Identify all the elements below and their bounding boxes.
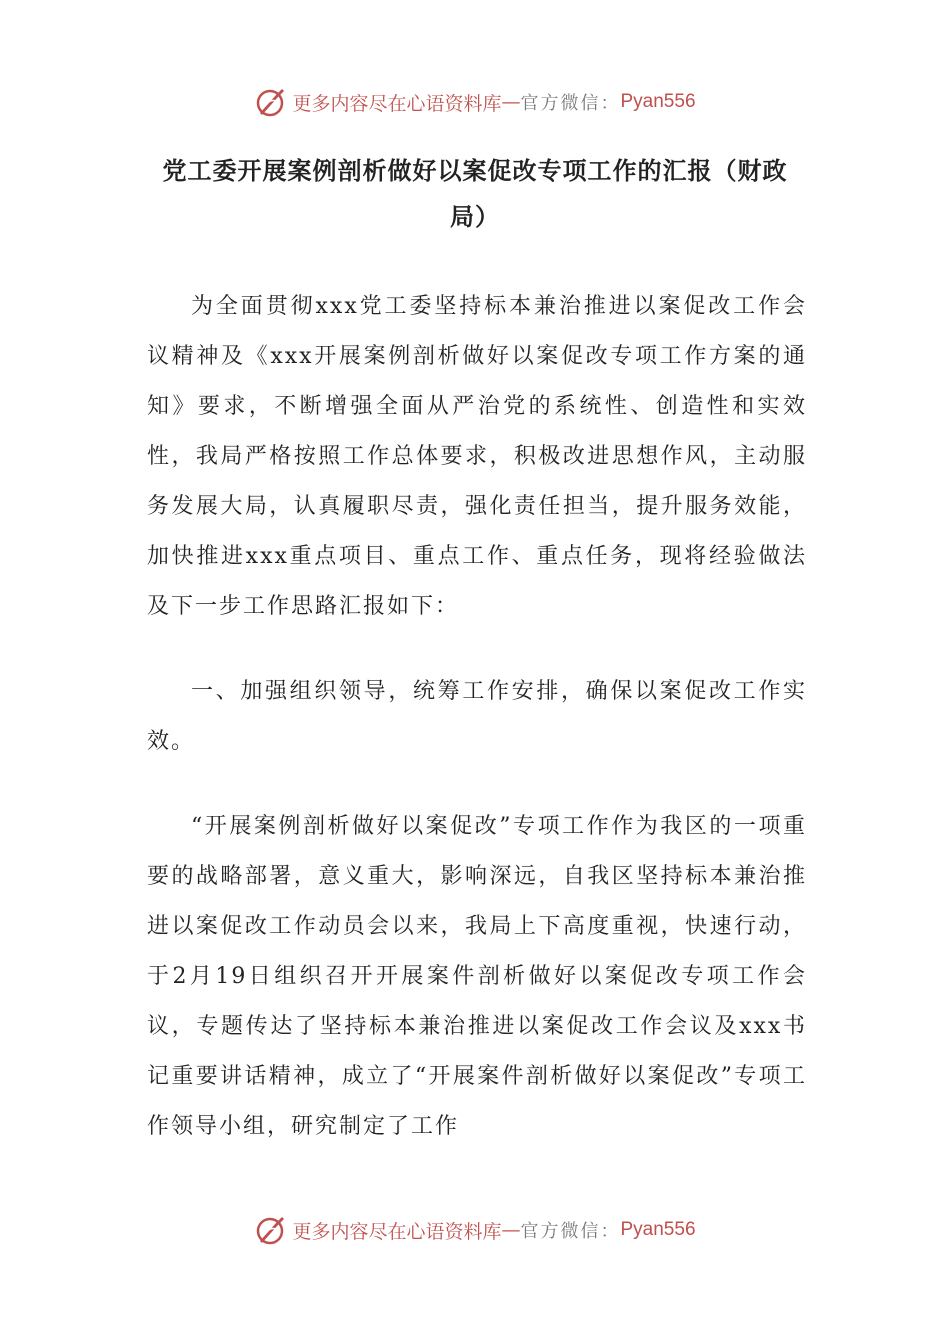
banner-wechat-label: 官方微信： bbox=[520, 93, 621, 114]
paragraph-intro: 为全面贯彻xxx党工委坚持标本兼治推进以案促改工作会议精神及《xxx开展案例剖析做好以案促改专项工作方案的通知》要求，不断增强全面从严治党的系统性、创造性和实效性，我局严格按照工作总体要求，积极改进思想作风，主动服务发展大局，认真履职尽责，强化责任担当，提升服务效能，加快推进xxx重点项目、重点工作、重点任务，现将经验做法及下一步工作思路汇报如下： bbox=[147, 294, 807, 619]
section-heading-1: 一、加强组织领导，统筹工作安排，确保以案促改工作实效。 bbox=[147, 679, 807, 754]
banner-brand-text: 更多内容尽在心语资料库 bbox=[292, 92, 502, 115]
document-body bbox=[147, 282, 807, 1152]
pen-nib-logo-icon bbox=[254, 1213, 288, 1247]
paragraph-section-1: “开展案例剖析做好以案促改”专项工作作为我区的一项重要的战略部署，意义重大，影响深远，自我区坚持标本兼治推进以案促改工作动员会以来，我局上下高度重视，快速行动，于2月19日组织召开开展案件剖析做好以案促改专项工作会议，专题传达了坚持标本兼治推进以案促改工作会议及xxx书记重要讲话精神，成立了“开展案件剖析做好以案促改”专项工作领导小组，研究制定了工作 bbox=[147, 814, 807, 1139]
footer-banner bbox=[0, 1210, 950, 1250]
banner-brand-text: 更多内容尽在心语资料库 bbox=[292, 1220, 502, 1243]
banner-wechat-label: 官方微信： bbox=[520, 1221, 621, 1242]
banner-separator: — bbox=[501, 91, 521, 113]
banner-separator: — bbox=[501, 1219, 521, 1241]
pen-nib-logo-icon bbox=[254, 85, 288, 119]
document-title: 党工委开展案例剖析做好以案促改专项工作的汇报（财政局） bbox=[162, 157, 788, 231]
header-banner bbox=[0, 82, 950, 122]
banner-wechat-id: Pyan556 bbox=[620, 91, 696, 112]
banner-wechat-id: Pyan556 bbox=[620, 1219, 696, 1240]
